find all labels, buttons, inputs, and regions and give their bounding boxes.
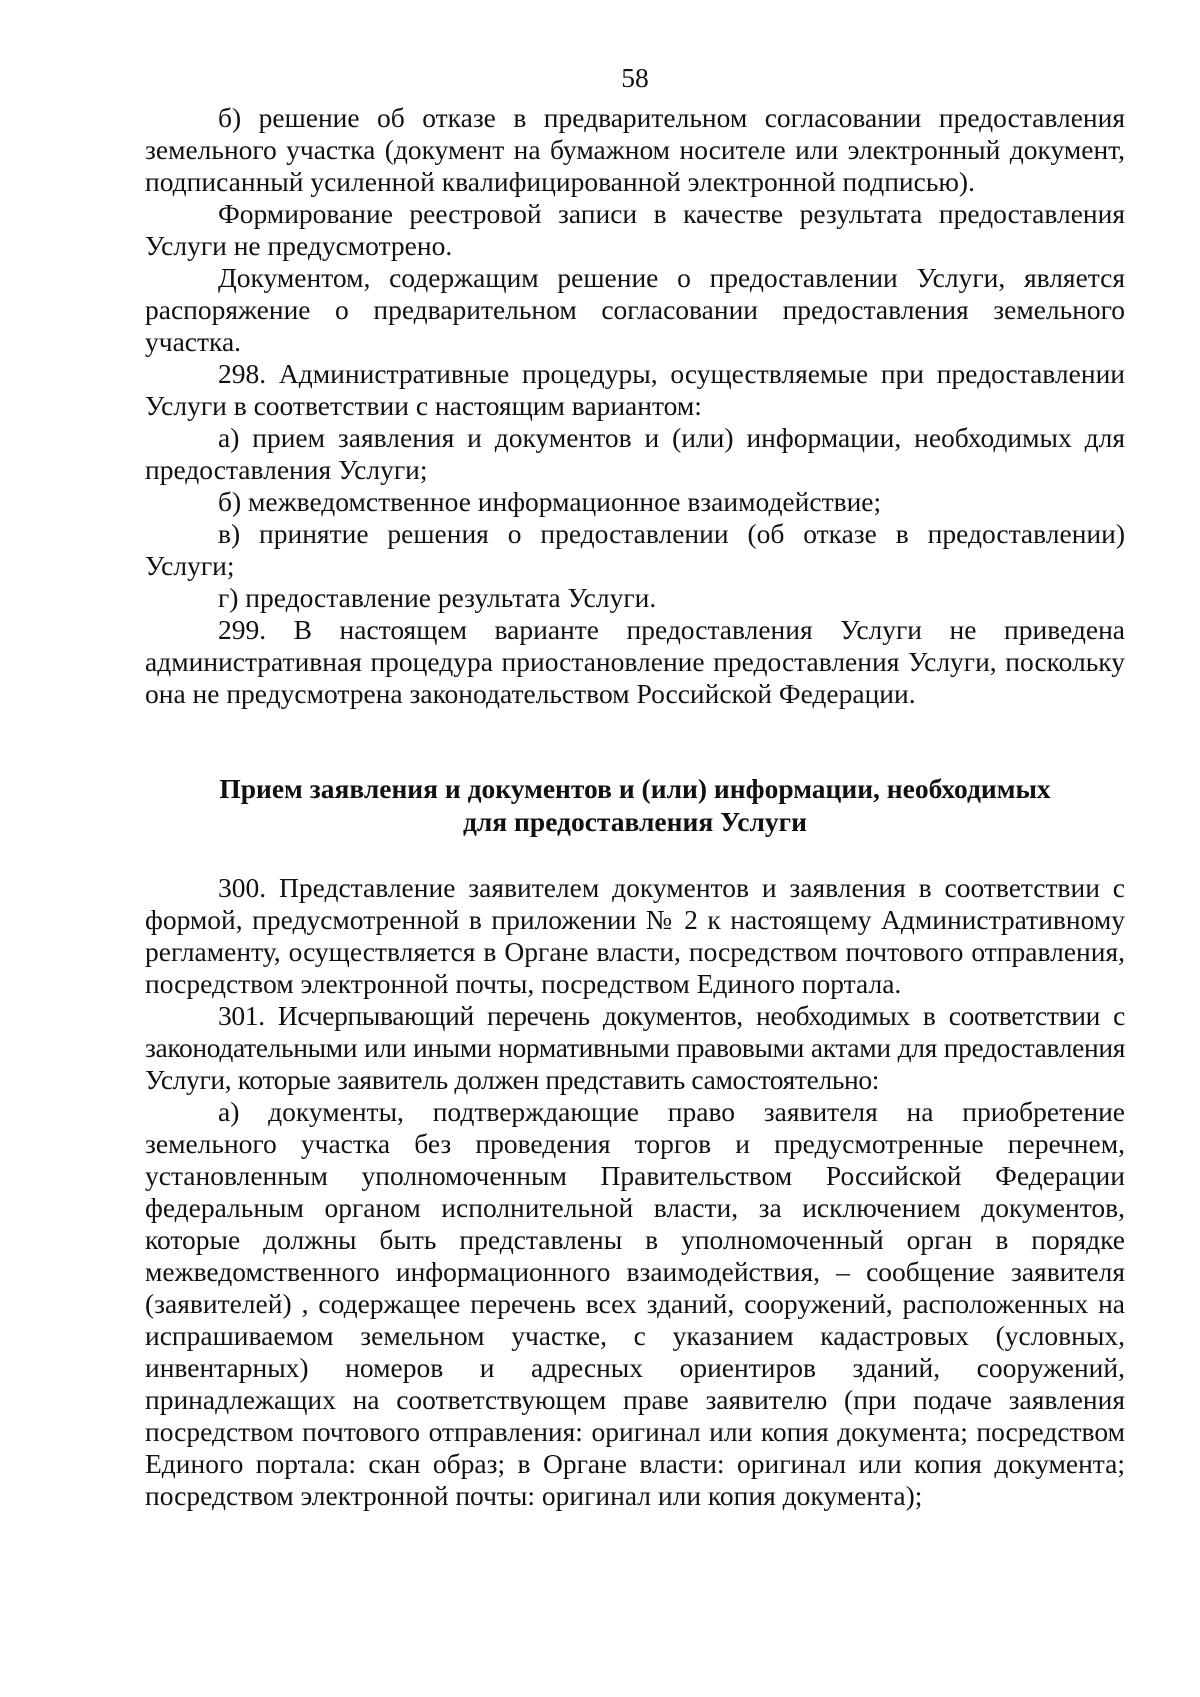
list-item-a: а) прием заявления и документов и (или) информации, необходимых для предоставления Услуги; [145,422,1125,485]
paragraph-299: 299. В настоящем варианте предоставления Услуги не приведена административная процедура приостановление предоставления Услуги, поскольку она не предусмотрена законодательством Российской Федерации. [145,614,1125,709]
paragraph-decision-document: Документом, содержащим решение о предоставлении Услуги, является распоряжение о предварительном согласовании предоставления земельного участка. [145,262,1125,357]
paragraph-300: 300. Представление заявителем документов и заявления в соответствии с формой, предусмотренной в приложении № 2 к настоящему Административному регламенту, осуществляется в Органе власти, посредством почтового отправления, посредством электронной почты, посредством Единого портала. [145,872,1125,999]
paragraph-registry-record: Формирование реестровой записи в качестве результата предоставления Услуги не предусмотрено. [145,198,1125,261]
section-heading [145,772,1125,838]
page-number: 58 [621,62,649,93]
document-page [145,62,1125,1512]
paragraph-301: 301. Исчерпывающий перечень документов, необходимых в соответствии с законодательными или иными нормативными правовыми актами для предоставления Услуги, которые заявитель должен представить самостоятельно: [145,1000,1125,1095]
list-item-v: в) принятие решения о предоставлении (об отказе в предоставлении) Услуги; [145,518,1125,581]
paragraph-result-refusal: б) решение об отказе в предварительном согласовании предоставления земельного участка (документ на бумажном носителе или электронный документ, подписанный усиленной квалифицированной электронной подписью). [145,102,1125,197]
paragraph-301-item-a: а) документы, подтверждающие право заявителя на приобретение земельного участка без проведения торгов и предусмотренные перечнем, установленным уполномоченным Правительством Российской Федерации федеральным органом исполнительной власти, за исключением документов, которые должны быть представлены в уполномоченный орган в порядке межведомственного информационного взаимодействия, – сообщение заявителя (заявителей) , содержащее перечень всех зданий, сооружений, расположенных на испрашиваемом земельном участке, с указанием кадастровых (условных, инвентарных) номеров и адресных ориентиров зданий, сооружений, принадлежащих на соответствующем праве заявителю (при подаче заявления посредством почтового отправления: оригинал или копия документа; посредством Единого портала: скан образ; в Органе власти: оригинал или копия документа; посредством электронной почты: оригинал или копия документа); [145,1096,1125,1511]
list-item-g: г) предоставление результата Услуги. [218,582,657,613]
paragraph-298: 298. Административные процедуры, осуществляемые при предоставлении Услуги в соответствии с настоящим вариантом: [145,358,1125,421]
list-item-b: б) межведомственное информационное взаимодействие; [218,486,882,517]
section-heading-line-2: для предоставления Услуги [462,806,808,837]
section-heading-line-1: Прием заявления и документов и (или) информации, необходимых [219,773,1051,804]
